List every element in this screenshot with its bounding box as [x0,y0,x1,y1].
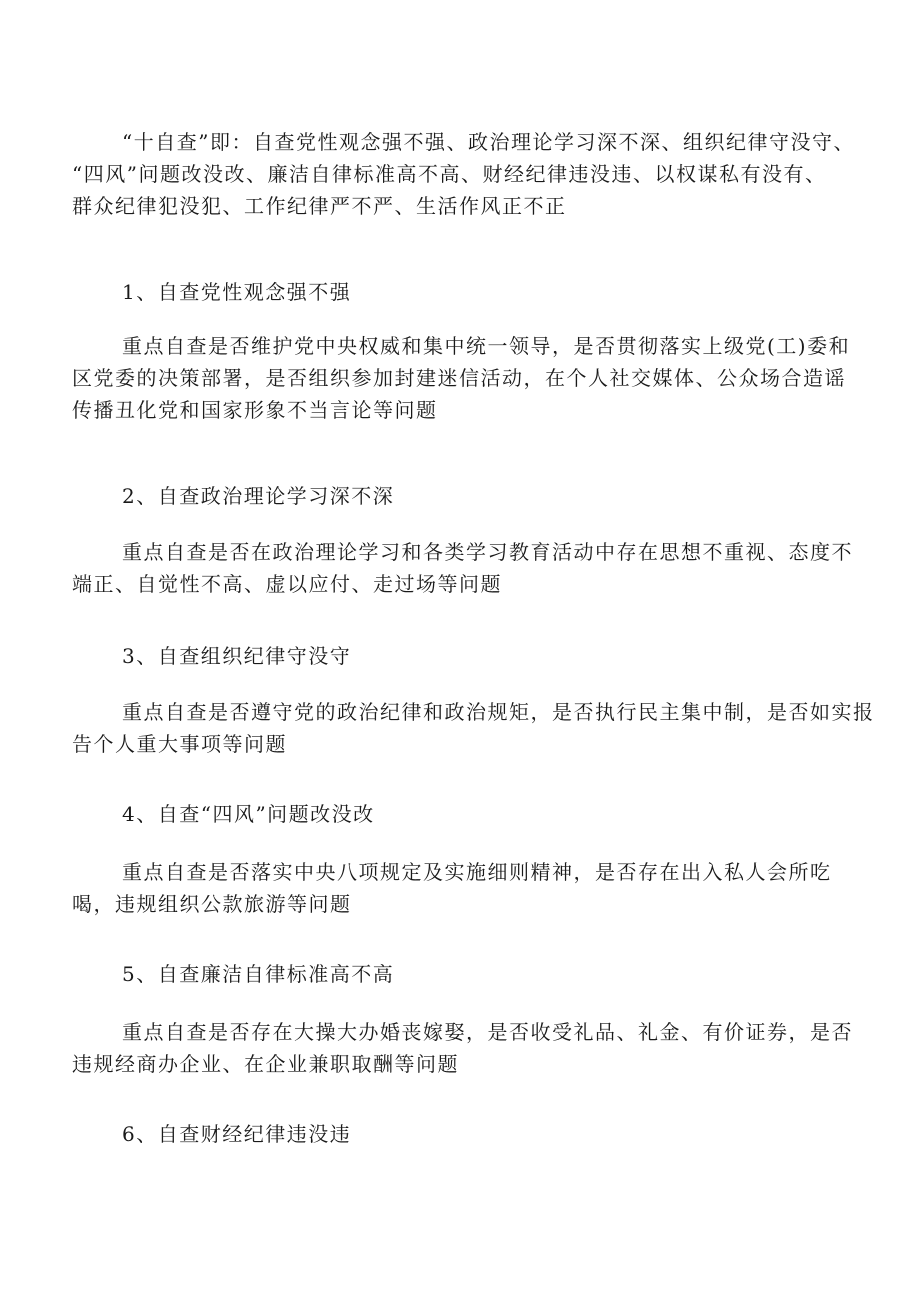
body-line: 传播丑化党和国家形象不当言论等问题 [72,398,438,422]
body-line: 端正、自觉性不高、虚以应付、走过场等问题 [72,572,502,596]
body-line: 区党委的决策部署，是否组织参加封建迷信活动，在个人社交媒体、公众场合造谣 [72,366,846,390]
section-heading-1: 1、自查党性观念强不强 [122,280,352,304]
section-heading-3: 3、自查组织纪律守没守 [122,644,352,668]
intro-line: “四风”问题改没改、廉洁自律标准高不高、财经纪律违没违、以权谋私有没有、 [72,162,827,186]
section-body-4 [72,856,872,920]
section-body-1 [72,330,872,426]
intro-line: 群众纪律犯没犯、工作纪律严不严、生活作风正不正 [72,194,567,218]
intro-paragraph [72,126,872,222]
body-line: 告个人重大事项等问题 [72,732,287,756]
body-line: 重点自查是否遵守党的政治纪律和政治规矩，是否执行民主集中制，是否如实报 [122,700,875,724]
body-line: 重点自查是否落实中央八项规定及实施细则精神，是否存在出入私人会所吃 [122,860,832,884]
body-line: 重点自查是否存在大操大办婚丧嫁娶，是否收受礼品、礼金、有价证券，是否 [122,1020,853,1044]
intro-line: “十自查”即：自查党性观念强不强、政治理论学习深不深、组织纪律守没守、 [122,130,855,154]
section-body-3 [72,696,875,760]
section-heading-4: 4、自查“四风”问题改没改 [122,802,375,826]
section-heading-6: 6、自查财经纪律违没违 [122,1122,352,1146]
section-heading-2: 2、自查政治理论学习深不深 [122,484,395,508]
section-body-2 [72,536,872,600]
body-line: 重点自查是否在政治理论学习和各类学习教育活动中存在思想不重视、态度不 [122,540,853,564]
section-heading-5: 5、自查廉洁自律标准高不高 [122,962,395,986]
section-body-5 [72,1016,872,1080]
body-line: 喝，违规组织公款旅游等问题 [72,892,352,916]
body-line: 违规经商办企业、在企业兼职取酬等问题 [72,1052,459,1076]
body-line: 重点自查是否维护党中央权威和集中统一领导，是否贯彻落实上级党(工)委和 [122,334,851,358]
